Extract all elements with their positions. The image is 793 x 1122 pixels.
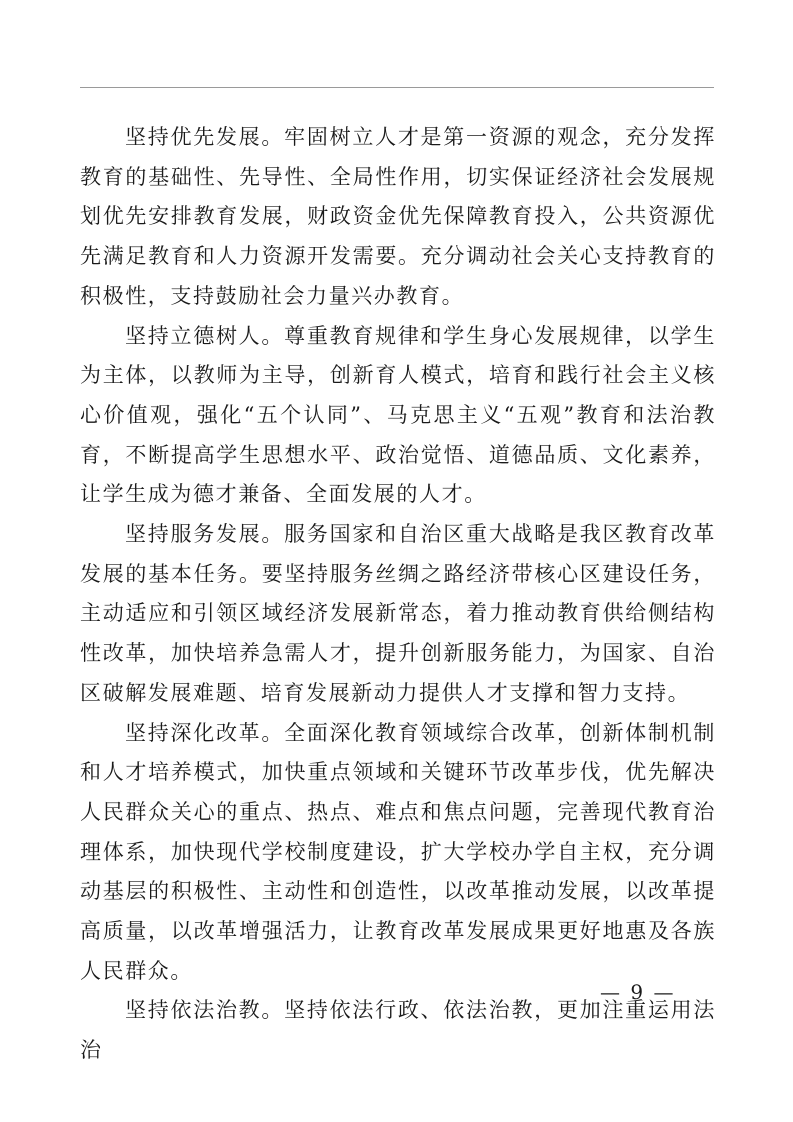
paragraph-priority-development: 坚持优先发展。牢固树立人才是第一资源的观念，充分发挥教育的基础性、先导性、全局性作用，切实保证经济社会发展规划优先安排教育发展，财政资金优先保障教育投入，公共资源优先满足教育和人力资源开发需要。充分调动社会关心支持教育的积极性，支持鼓励社会力量兴办教育。	[80, 125, 716, 308]
paragraph-deepen-reform: 坚持深化改革。全面深化教育领域综合改革，创新体制机制和人才培养模式，加快重点领域和关键环节改革步伐，优先解决人民群众关心的重点、热点、难点和焦点问题，完善现代教育治理体系，加快现代学校制度建设，扩大学校办学自主权，充分调动基层的积极性、主动性和创造性，以改革推动发展，以改革提高质量，以改革增强活力，让教育改革发展成果更好地惠及各族人民群众。	[80, 720, 716, 983]
paragraph-moral-education: 坚持立德树人。尊重教育规律和学生身心发展规律，以学生为主体，以教师为主导，创新育人模式，培育和践行社会主义核心价值观，强化“五个认同”、马克思主义“五观”教育和法治教育，不断提高学生思想水平、政治觉悟、道德品质、文化素养，让学生成为德才兼备、全面发展的人才。	[80, 323, 716, 507]
paragraph-service-development: 坚持服务发展。服务国家和自治区重大战略是我区教育改革发展的基本任务。要坚持服务丝绸之路经济带核心区建设任务，主动适应和引领区域经济发展新常态，着力推动教育供给侧结构性改革，加快培养急需人才，提升创新服务能力，为国家、自治区破解发展难题、培育发展新动力提供人才支撑和智力支持。	[80, 522, 716, 705]
header-rule	[80, 87, 714, 88]
document-body	[80, 118, 716, 1071]
page-number: — 9 —	[600, 980, 676, 1004]
paragraph-rule-of-law: 坚持依法治教。坚持依法行政、依法治教，更加注重运用法治	[80, 998, 716, 1063]
